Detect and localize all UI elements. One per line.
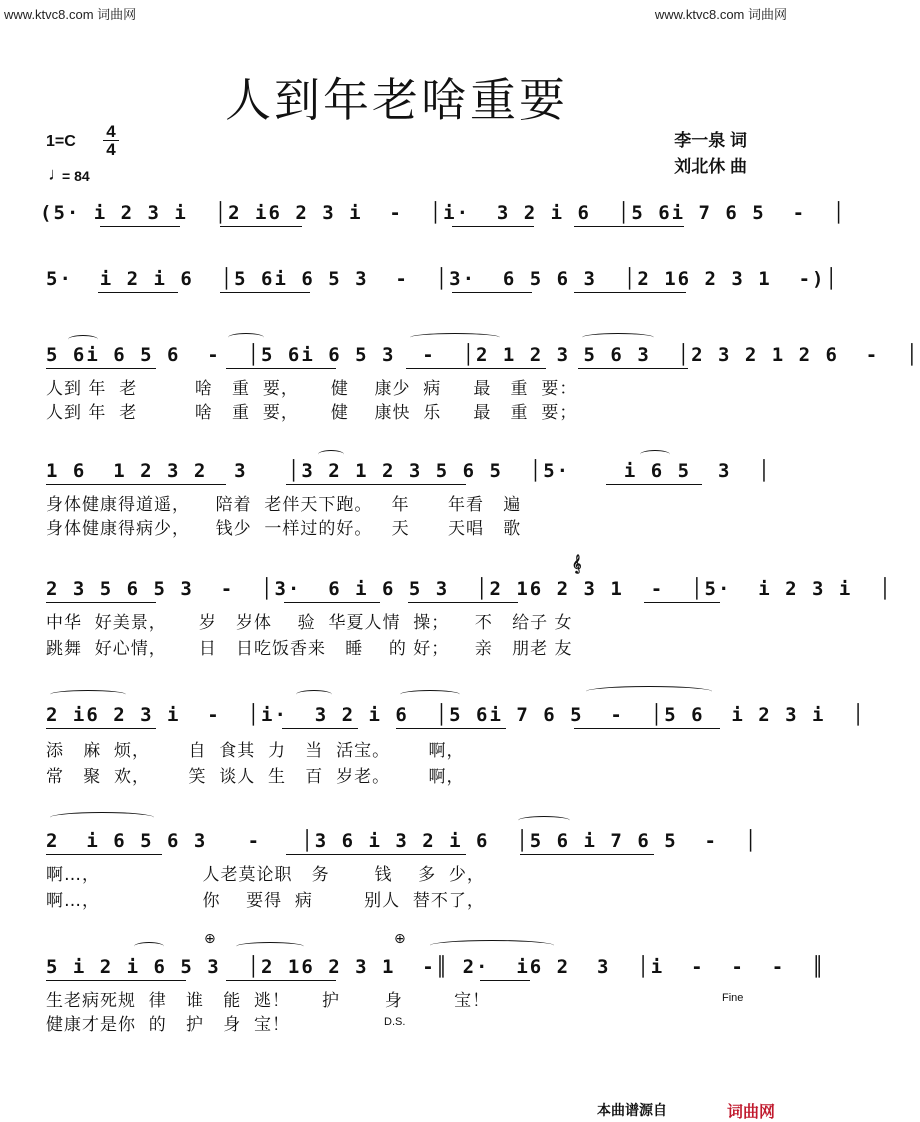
- coda-icon-2: ⊕: [394, 930, 406, 946]
- notation-row-3: 5 6i 6 5 6 - │5 6i 6 5 3 - │2 1 2 3 5 6 3 │2 3 2 1 2 6 - │: [46, 344, 920, 366]
- notation-row-4: 1 6 1 2 3 2 3 │3 2 1 2 3 5 6 5 │5· i 6 5 3 │: [46, 460, 772, 482]
- notation-row-5: 2 3 5 6 5 3 - │3· 6 i 6 5 3 │2 16 2 3 1 - │5· i 2 3 i │: [46, 578, 893, 600]
- notation-row-2: 5· i 2 i 6 │5 6i 6 5 3 - │3· 6 5 6 3 │2 16 2 3 1 -)│: [46, 268, 839, 290]
- key-signature: 1=C: [46, 133, 76, 150]
- lyric-row-3-verse-1: 人到 年 老 啥 重 要， 健 康少 病 最 重 要：: [46, 379, 578, 399]
- lyric-row-5-verse-1: 中华 好美景， 岁 岁体 验 华夏人情 操； 不 给子 女: [46, 613, 573, 633]
- site-logo[interactable]: 词曲网: [726, 1104, 775, 1121]
- lyric-row-6-verse-2: 常 聚 欢， 笑 谈人 生 百 岁老。 啊，: [46, 767, 465, 787]
- time-signature-top: 4: [106, 122, 116, 141]
- notation-row-7: 2 i 6 5 6 3 - │3 6 i 3 2 i 6 │5 6 i 7 6 5 - │: [46, 830, 759, 852]
- notation-row-8: 5 i 2 i 6 5 3 │2 16 2 3 1 -║ 2· i6 2 3 │i - - - ║: [46, 956, 826, 978]
- lyric-row-4-verse-1: 身体健康得道遥， 陪着 老伴天下跑。 年 年看 遍: [46, 495, 522, 515]
- notation-row-1: (5· i 2 3 i │2 i6 2 3 i - │i· 3 2 i 6 │5 6i 7 6 5 - │: [40, 202, 847, 224]
- time-signature: [103, 124, 119, 157]
- composer-credit: 刘北休 曲: [674, 157, 747, 176]
- tempo-marking: = 84: [62, 168, 90, 184]
- lyric-row-3-verse-2: 人到 年 老 啥 重 要， 健 康快 乐 最 重 要；: [46, 403, 578, 423]
- lyric-row-6-verse-1: 添 麻 烦， 自 食其 力 当 活宝。 啊，: [46, 741, 465, 761]
- watermark-left: www.ktvc8.com 词曲网: [4, 7, 137, 22]
- lyric-row-4-verse-2: 身体健康得病少， 钱少 一样过的好。 天 天唱 歌: [46, 519, 522, 539]
- quarter-note-icon: ♩: [48, 164, 66, 184]
- notation-row-6: 2 i6 2 3 i - │i· 3 2 i 6 │5 6i 7 6 5 - │5 6 i 2 3 i │: [46, 704, 866, 726]
- lyric-row-8-verse-1: 生老病死规 律 谁 能 逃！ 护 身 宝！: [46, 991, 491, 1011]
- lyric-row-5-verse-2: 跳舞 好心情， 日 日吃饭香来 睡 的 好； 亲 朋老 友: [46, 639, 573, 659]
- coda-icon-1: ⊕: [204, 930, 216, 946]
- ds-marking: D.S.: [384, 1016, 406, 1028]
- time-signature-bottom: 4: [106, 140, 116, 159]
- source-label: 本曲谱源自: [597, 1102, 667, 1118]
- lyric-row-7-verse-2: 啊…， 你 要得 病 别人 替不了，: [46, 891, 485, 911]
- lyric-row-8-verse-2: 健康才是你 的 护 身 宝！: [46, 1015, 291, 1035]
- page-title: 人到年老啥重要: [225, 74, 568, 126]
- fine-marking: Fine: [722, 992, 744, 1004]
- lyricist-credit: 李一泉 词: [674, 131, 747, 150]
- lyric-row-7-verse-1: 啊…， 人老莫论职 务 钱 多 少，: [46, 865, 485, 885]
- segno-icon: 𝄞: [572, 556, 582, 573]
- watermark-right: www.ktvc8.com 词曲网: [654, 7, 787, 22]
